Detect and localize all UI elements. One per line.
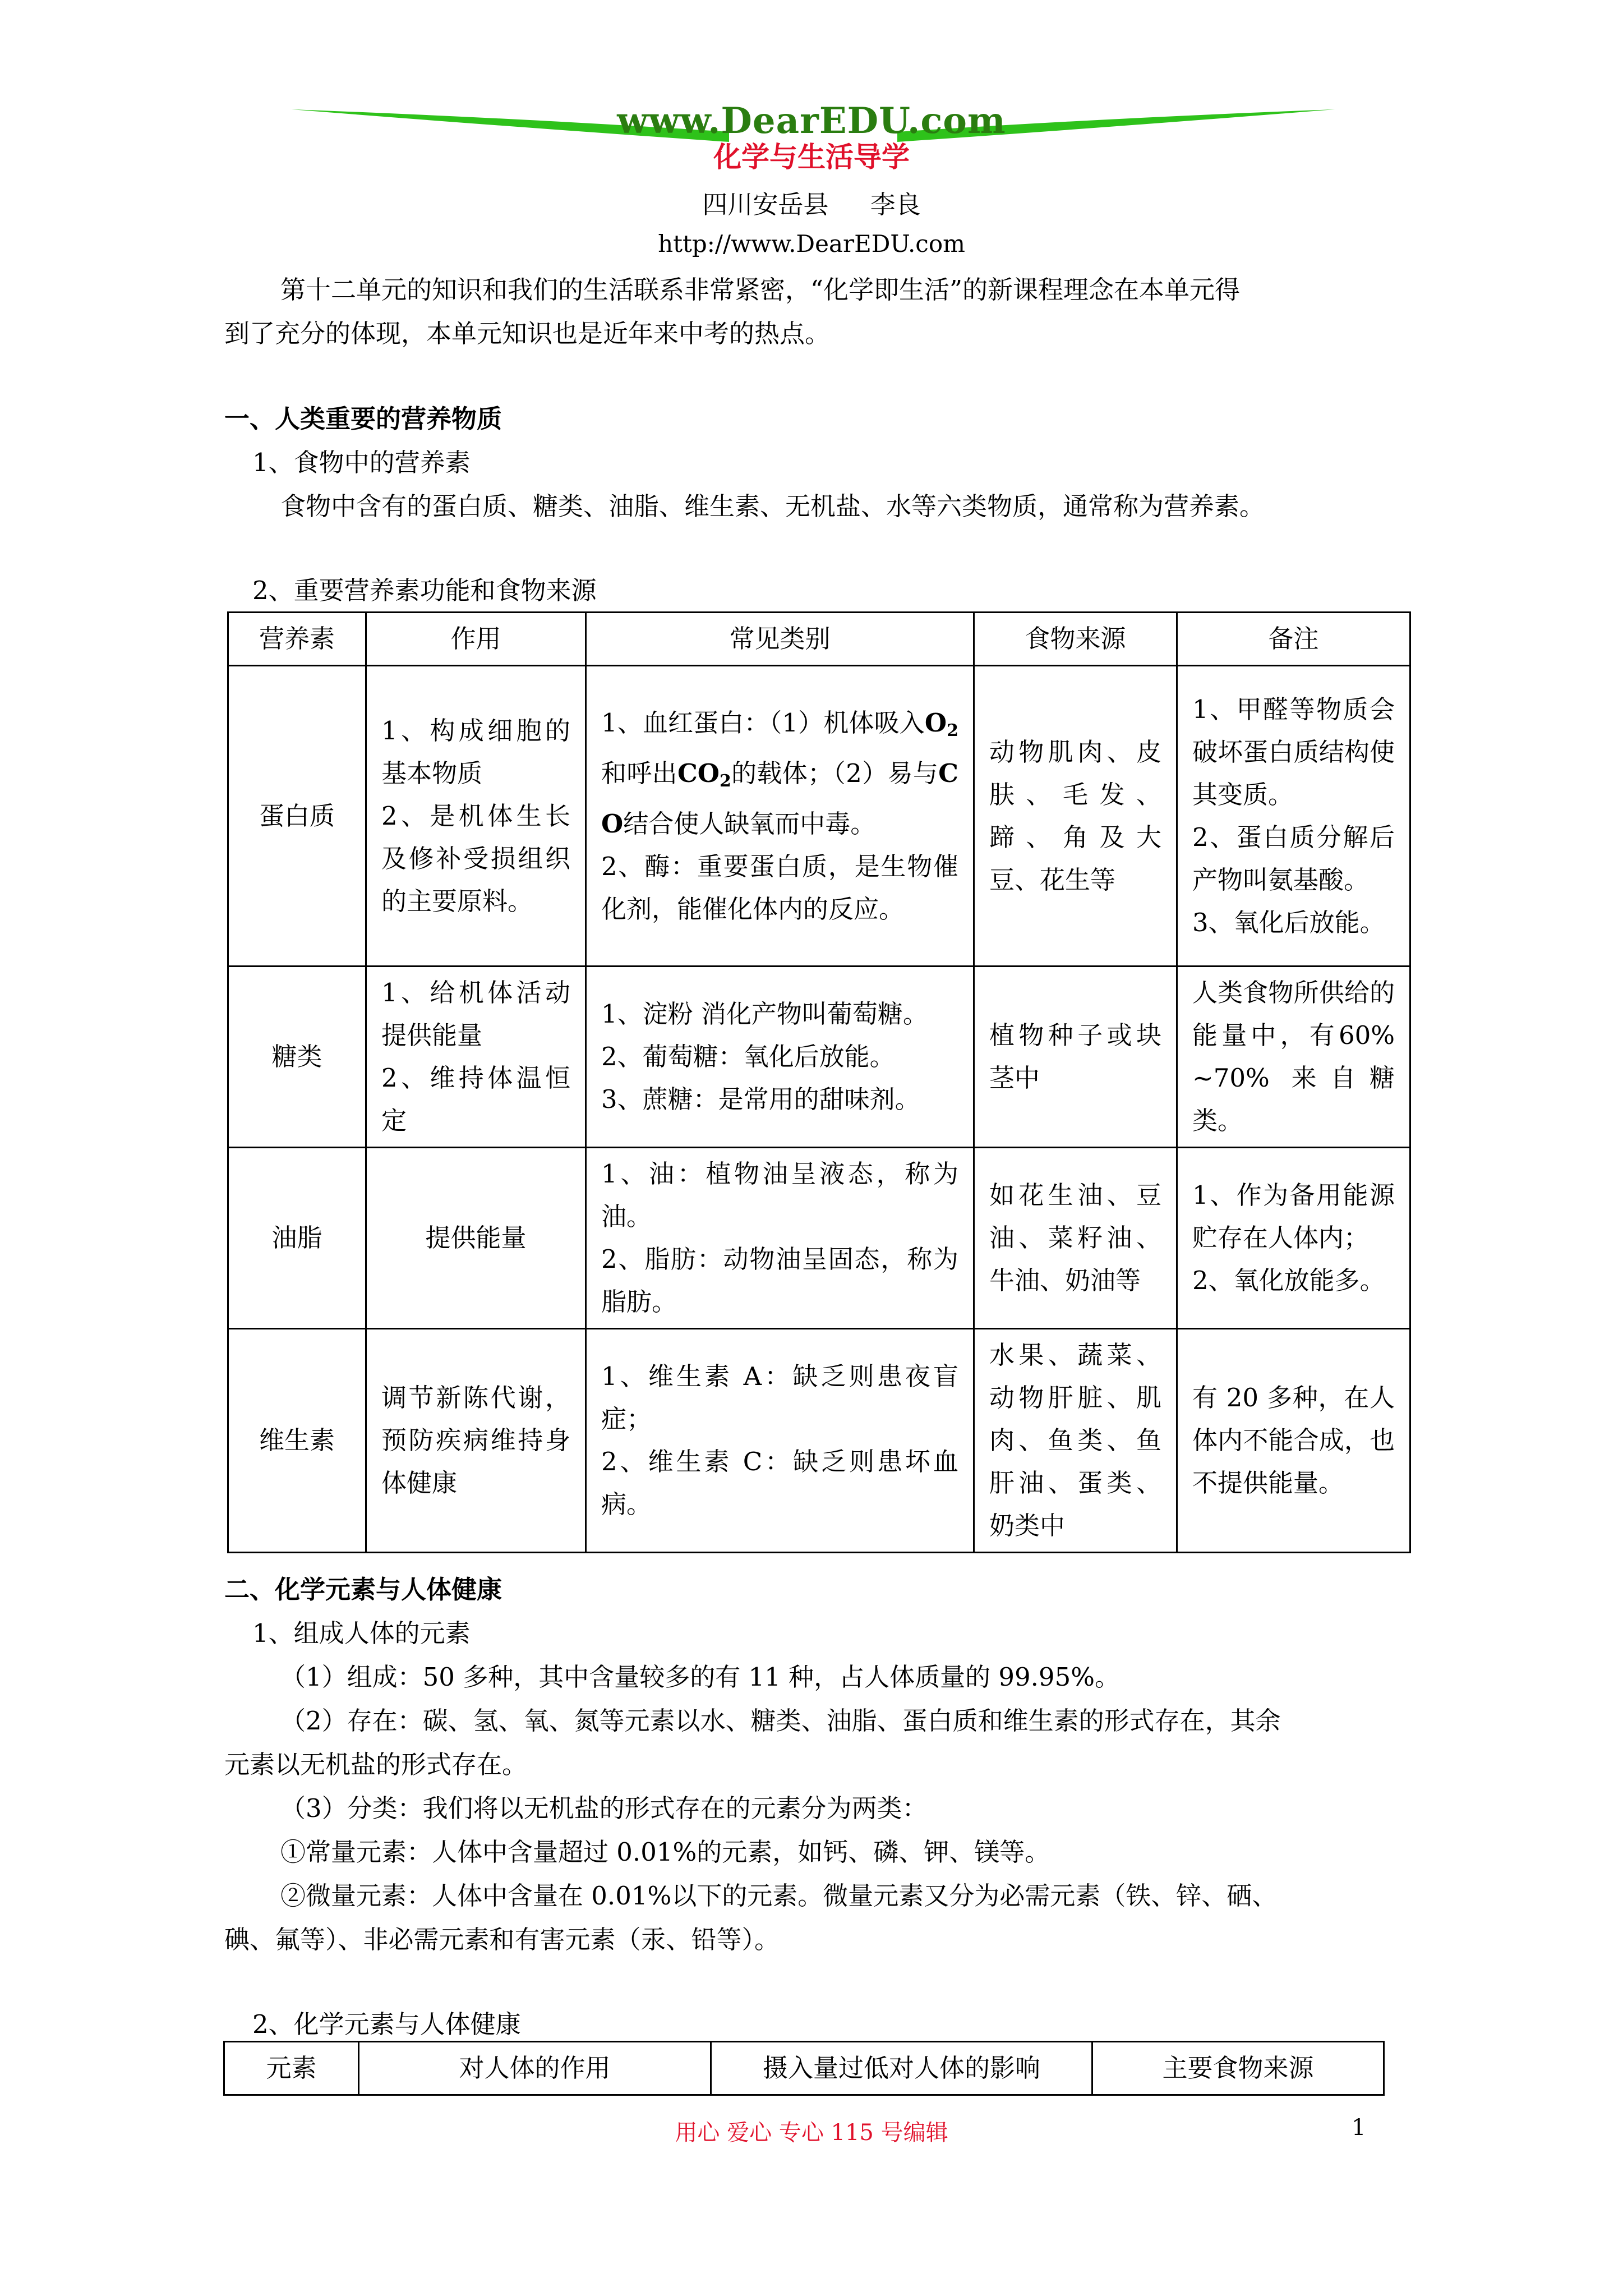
section-1-heading: 一、人类重要的营养物质 xyxy=(224,404,502,434)
element-table xyxy=(223,2041,1385,2096)
table-header-cell: 对人体的作用 xyxy=(359,2042,711,2095)
page-footer: 用心 爱心 专心 115 号编辑 xyxy=(675,2120,948,2146)
table-header-cell: 元素 xyxy=(224,2042,359,2095)
table-row xyxy=(228,1148,1410,1329)
table-header-cell: 备注 xyxy=(1177,613,1410,666)
section-2-p3: （3）分类：我们将以无机盐的形式存在的元素分为两类： xyxy=(280,1793,928,1823)
nutrient-name: 油脂 xyxy=(228,1148,366,1329)
nutrient-table xyxy=(227,611,1411,1553)
section-2-p5a: ②微量元素：人体中含量在 0.01%以下的元素。微量元素又分为必需元素（铁、锌、硒、 xyxy=(280,1881,1278,1911)
nutrient-note: 人类食物所供给的能量中，有60%~70% 来自糖类。 xyxy=(1177,967,1410,1148)
nutrient-types: 1、淀粉 消化产物叫葡萄糖。 2、葡萄糖：氧化后放能。 3、蔗糖：是常用的甜味剂。 xyxy=(586,967,974,1148)
nutrient-types: 1、油：植物油呈液态，称为油。 2、脂肪：动物油呈固态，称为脂肪。 xyxy=(586,1148,974,1329)
nutrient-role: 调节新陈代谢，预防疾病维持身体健康 xyxy=(366,1329,586,1553)
co-formula: CO xyxy=(601,758,958,839)
nutrient-source: 植物种子或块茎中 xyxy=(974,967,1177,1148)
section-2-p5b: 碘、氟等）、非必需元素和有害元素（汞、铅等）。 xyxy=(224,1925,780,1954)
o2-formula: $O_2$ xyxy=(924,707,958,740)
table-header-cell: 食物来源 xyxy=(974,613,1177,666)
nutrient-name: 糖类 xyxy=(228,967,366,1148)
table-header-cell: 主要食物来源 xyxy=(1092,2042,1384,2095)
section-2-p2a: （2）存在：碳、氢、氧、氮等元素以水、糖类、油脂、蛋白质和维生素的形式存在，其余 xyxy=(280,1706,1281,1736)
table-row xyxy=(228,1329,1410,1553)
table-header-cell: 作用 xyxy=(366,613,586,666)
nutrient-note: 有 20 多种，在人体内不能合成，也不提供能量。 xyxy=(1177,1329,1410,1553)
table-header-cell: 常见类别 xyxy=(586,613,974,666)
nutrient-role: 1、构成细胞的基本物质 2、是机体生长及修补受损组织的主要原料。 xyxy=(366,666,586,967)
page-title: 化学与生活导学 xyxy=(713,140,910,173)
intro-line-1: 第十二单元的知识和我们的生活联系非常紧密，“化学即生活”的新课程理念在本单元得 xyxy=(280,275,1241,305)
co2-formula: $CO_2$ xyxy=(677,758,731,791)
nutrient-source: 如花生油、豆油、菜籽油、牛油、奶油等 xyxy=(974,1148,1177,1329)
nutrient-name: 蛋白质 xyxy=(228,666,366,967)
table-header-row xyxy=(224,2042,1384,2095)
site-title: www.DearEDU.com xyxy=(617,100,1006,142)
section-2-sub-1: 1、组成人体的元素 xyxy=(252,1618,471,1648)
nutrient-note: 1、作为备用能源贮存在人体内； 2、氧化放能多。 xyxy=(1177,1148,1410,1329)
section-2-heading: 二、化学元素与人体健康 xyxy=(224,1575,502,1604)
section-2-sub-2: 2、化学元素与人体健康 xyxy=(252,2009,521,2039)
nutrient-role: 1、给机体活动提供能量 2、维持体温恒定 xyxy=(366,967,586,1148)
intro-line-2: 到了充分的体现，本单元知识也是近年来中考的热点。 xyxy=(224,319,831,348)
nutrient-types: 1、血红蛋白：（1）机体吸入$O_2$和呼出$CO_2$的载体；（2）易与CO结合使人缺氧而中毒。 2、酶：重要蛋白质，是生物催化剂，能催化体内的反应。 xyxy=(586,666,974,967)
section-1-sub-2: 2、重要营养素功能和食物来源 xyxy=(252,576,597,605)
section-1-sub-1: 1、食物中的营养素 xyxy=(252,448,471,477)
author-place: 四川安岳县 xyxy=(702,190,829,219)
author-name: 李良 xyxy=(870,190,921,219)
section-1-sub-1-text: 食物中含有的蛋白质、糖类、油脂、维生素、无机盐、水等六类物质，通常称为营养素。 xyxy=(280,491,1265,521)
nutrient-note: 1、甲醛等物质会破坏蛋白质结构使其变质。 2、蛋白质分解后产物叫氨基酸。 3、氧化后放能。 xyxy=(1177,666,1410,967)
section-2-p2b: 元素以无机盐的形式存在。 xyxy=(224,1750,528,1779)
source-url: http://www.DearEDU.com xyxy=(658,230,965,257)
table-row xyxy=(228,967,1410,1148)
nutrient-source: 动物肌肉、皮肤、毛发、蹄、角及大豆、花生等 xyxy=(974,666,1177,967)
table-row xyxy=(228,666,1410,967)
page-number: 1 xyxy=(1352,2115,1366,2141)
author-line xyxy=(0,184,1623,220)
table-header-row xyxy=(228,613,1410,666)
nutrient-name: 维生素 xyxy=(228,1329,366,1553)
nutrient-role: 提供能量 xyxy=(366,1148,586,1329)
section-2-p4: ①常量元素：人体中含量超过 0.01%的元素，如钙、磷、钾、镁等。 xyxy=(280,1837,1050,1867)
nutrient-types: 1、维生素 A：缺乏则患夜盲症； 2、维生素 C：缺乏则患坏血病。 xyxy=(586,1329,974,1553)
section-2-p1: （1）组成：50 多种，其中含量较多的有 11 种，占人体质量的 99.95%。 xyxy=(280,1662,1120,1692)
nutrient-source: 水果、蔬菜、动物肝脏、肌肉、鱼类、鱼肝油、蛋类、奶类中 xyxy=(974,1329,1177,1553)
table-header-cell: 摄入量过低对人体的影响 xyxy=(711,2042,1092,2095)
table-header-cell: 营养素 xyxy=(228,613,366,666)
